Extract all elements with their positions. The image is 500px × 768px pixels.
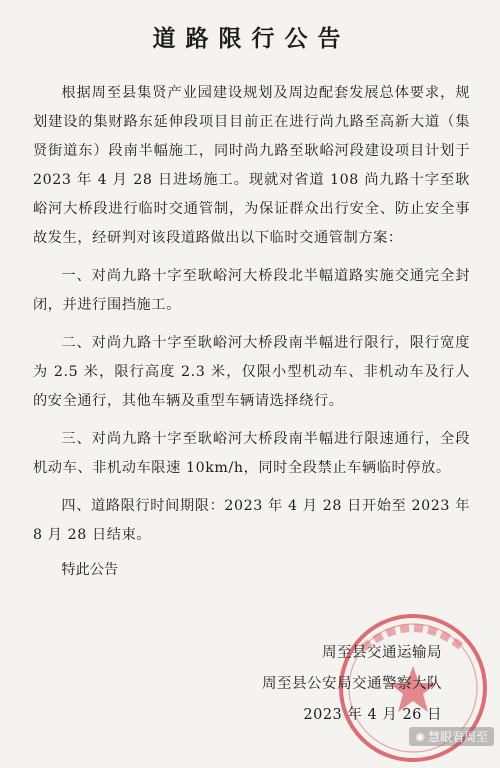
notice-item-2: 二、对尚九路十字至耿峪河大桥段南半幅进行限行，限行宽度为 2.5 米，限行高度 2.3 米，仅限小型机动车、非机动车及行人的安全通行，其他车辆及重型车辆请选择绕行。 — [33, 335, 470, 409]
source-watermark — [409, 727, 494, 746]
notice-item-3: 三、对尚九路十字至耿峪河大桥段南半幅进行限速通行，全段机动车、非机动车限速 10km/h，同时全段禁止车辆临时停放。 — [33, 431, 470, 476]
signature-org-traffic-police: 周至县公安局交通警察大队 — [262, 676, 442, 692]
notice-intro: 根据周至县集贤产业园建设规划及周边配套发展总体要求，规划建设的集财路东延伸段项目目前正在进行尚九路至高新大道（集贤街道东）段南半幅施工，同时尚九路至耿峪河段建设项目计划于 2023 年 4 月 28 日进场施工。现就对省道 108 尚九路十字至耿峪河大桥段进行临时交通管制，为保证群众出行安全、防止安全事故发生，经研判对该段道路做出以下临时交通管制方案： — [33, 85, 470, 246]
signature-block — [262, 638, 442, 731]
notice-item-1: 一、对尚九路十字至耿峪河大桥段北半幅道路实施交通完全封闭，并进行围挡施工。 — [33, 268, 470, 313]
notice-item-4: 四、道路限行时间期限：2023 年 4 月 28 日开始至 2023 年 8 月 28 日结束。 — [33, 498, 470, 543]
signature-date: 2023 年 4 月 26 日 — [303, 707, 442, 723]
notice-title: 道路限行公告 — [152, 25, 351, 52]
watermark-text: 慧眼看周至 — [427, 730, 488, 744]
signature-org-transport: 周至县交通运输局 — [322, 645, 442, 661]
wechat-icon: ◉ — [415, 730, 425, 743]
notice-closing: 特此公告 — [61, 562, 119, 578]
